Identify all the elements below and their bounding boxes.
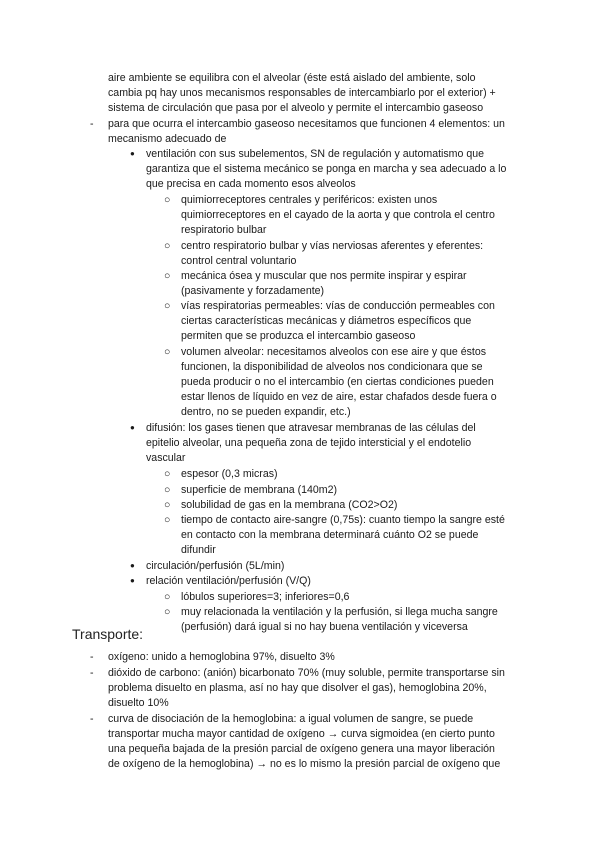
intro-line: sistema de circulación que pasa por el alveolo y permite el intercambio gaseoso <box>108 102 484 114</box>
list-item-line: vascular <box>146 452 186 464</box>
list-item-line: difusión: los gases tienen que atravesar membranas de las células del <box>146 422 476 434</box>
intro-line: aire ambiente se equilibra con el alveolar (éste está aislado del ambiente, solo <box>108 72 476 84</box>
circle-marker: ○ <box>164 484 171 496</box>
dash-marker: - <box>90 118 94 130</box>
sub-item-line: vías respiratorias permeables: vías de conducción permeables con <box>181 300 495 312</box>
list-item-line: ventilación con sus subelementos, SN de regulación y automatismo que <box>146 148 485 160</box>
intro-line: cambia pq hay unos mecanismos responsables de intercambiarlo por el exterior) + <box>108 87 496 99</box>
circle-marker: ○ <box>164 606 171 618</box>
sub-item-line: volumen alveolar: necesitamos alveolos con ese aire y que éstos <box>181 346 487 358</box>
list-item-line: mecanismo adecuado de <box>108 133 227 145</box>
list-item-line: garantiza que el sistema mecánico se ponga en marcha y sea adecuado a lo <box>146 163 507 175</box>
sub-item-line: pueda producir o no el intercambio (en ciertas condiciones pueden <box>181 376 494 388</box>
list-item-line: transportar mucha mayor cantidad de oxígeno → curva sigmoidea (en cierto punto <box>108 728 495 740</box>
circle-marker: ○ <box>164 514 171 526</box>
sub-item-line: difundir <box>181 544 216 556</box>
dash-marker: - <box>90 713 94 725</box>
list-item-line: dióxido de carbono: (anión) bicarbonato 70% (muy soluble, permite transportarse sin <box>108 667 505 679</box>
circle-marker: ○ <box>164 499 171 511</box>
circle-marker: ○ <box>164 300 171 312</box>
sub-item-line: lóbulos superiores=3; inferiores=0,6 <box>181 591 350 603</box>
list-item-line: epitelio alveolar, una pequeña zona de tejido intersticial y el endotelio <box>146 437 472 449</box>
sub-item-line: quimiorreceptores en el cayado de la aorta y que controla el centro <box>181 209 495 221</box>
sub-item-line: muy relacionada la ventilación y la perfusión, si llega mucha sangre <box>181 606 498 618</box>
sub-item-line: dentro, no se pueden expandir, etc.) <box>181 406 351 418</box>
bullet-marker: ● <box>130 149 135 158</box>
circle-marker: ○ <box>164 346 171 358</box>
dash-marker: - <box>90 651 94 663</box>
sub-item-line: permiten que se produzca el intercambio gaseoso <box>181 330 416 342</box>
list-item-line: problema disuelto en plasma, así no hay que disolver el gas), hemoglobina 20%, <box>108 682 487 694</box>
sub-item-line: mecánica ósea y muscular que nos permite inspirar y espirar <box>181 270 467 282</box>
list-item-line: que precisa en cada momento esos alveolos <box>146 178 356 190</box>
sub-item-line: centro respiratorio bulbar y vías nerviosas aferentes y eferentes: <box>181 240 484 252</box>
sub-item-line: (perfusión) dará igual si no hay buena ventilación y viceversa <box>181 621 468 633</box>
bullet-marker: ● <box>130 561 135 570</box>
sub-item-line: funcionen, la disponibilidad de alveolos nos condicionara que se <box>181 361 483 373</box>
section-heading: Transporte: <box>72 626 144 642</box>
bullet-marker: ● <box>130 576 135 585</box>
list-item-line: disuelto 10% <box>108 697 169 709</box>
sub-item-line: solubilidad de gas en la membrana (CO2>O2) <box>181 499 398 511</box>
sub-item-line: superficie de membrana (140m2) <box>181 484 338 496</box>
list-item-line: relación ventilación/perfusión (V/Q) <box>146 575 311 587</box>
sub-item-line: tiempo de contacto aire-sangre (0,75s): cuanto tiempo la sangre esté <box>181 514 505 526</box>
list-item-line: de oxígeno de la hemoglobina) → no es lo mismo la presión parcial de oxígeno que <box>108 758 501 770</box>
sub-item-line: espesor (0,3 micras) <box>181 468 278 480</box>
sub-item-line: en contacto con la membrana determinará cuánto O2 se puede <box>181 529 479 541</box>
sub-item-line: ciertas características mecánicas y diámetros específicos que <box>181 315 472 327</box>
sub-item-line: respiratorio bulbar <box>181 224 267 236</box>
sub-item-line: quimiorreceptores centrales y periféricos: existen unos <box>181 194 438 206</box>
circle-marker: ○ <box>164 194 171 206</box>
bullet-marker: ● <box>130 423 135 432</box>
list-item-line: una pequeña bajada de la presión parcial de oxígeno genera una mayor liberación <box>108 743 495 755</box>
circle-marker: ○ <box>164 591 171 603</box>
circle-marker: ○ <box>164 468 171 480</box>
dash-marker: - <box>90 667 94 679</box>
circle-marker: ○ <box>164 240 171 252</box>
circle-marker: ○ <box>164 270 171 282</box>
sub-item-line: control central voluntario <box>181 255 297 267</box>
list-item-line: circulación/perfusión (5L/min) <box>146 560 285 572</box>
sub-item-line: (pasivamente y forzadamente) <box>181 285 325 297</box>
list-item-line: oxígeno: unido a hemoglobina 97%, disuelto 3% <box>108 651 335 663</box>
sub-item-line: estar llenos de líquido en vez de aire, estar chafados desde fuera o <box>181 391 497 403</box>
list-item-line: para que ocurra el intercambio gaseoso necesitamos que funcionen 4 elementos: un <box>108 118 505 130</box>
list-item-line: curva de disociación de la hemoglobina: a igual volumen de sangre, se puede <box>108 713 474 725</box>
